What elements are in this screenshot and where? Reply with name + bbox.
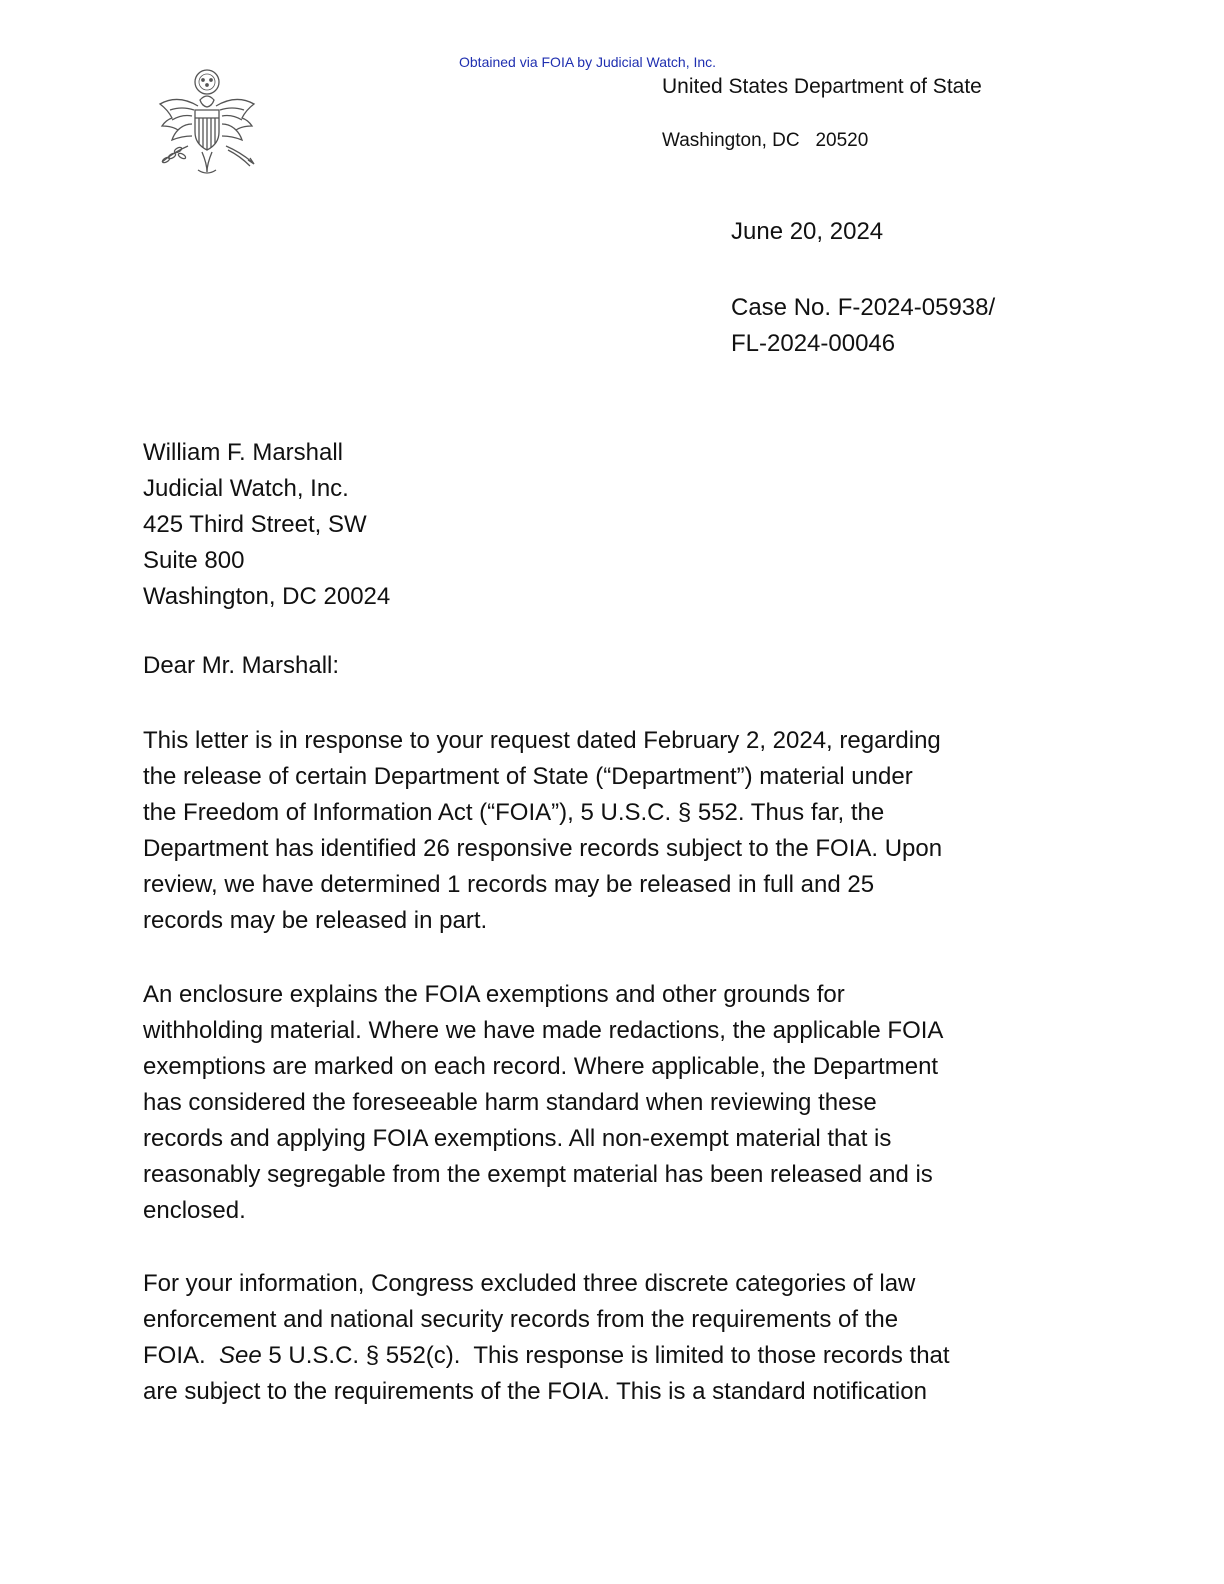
citation-signal: See [219, 1342, 262, 1369]
recipient-suite: Suite 800 [143, 547, 245, 574]
paragraph-line: This letter is in response to your request dated February 2, 2024, regarding [143, 727, 941, 754]
paragraph-line: the release of certain Department of State (“Department”) material under [143, 763, 913, 790]
department-seal-icon [148, 66, 266, 178]
foia-watermark: Obtained via FOIA by Judicial Watch, Inc. [459, 54, 717, 70]
recipient-organization: Judicial Watch, Inc. [143, 475, 349, 502]
paragraph-line: enforcement and national security records from the requirements of the [143, 1306, 899, 1333]
paragraph-line: review, we have determined 1 records may be released in full and 25 [143, 871, 875, 898]
letter-date: June 20, 2024 [731, 218, 884, 245]
paragraph-line: has considered the foreseeable harm standard when reviewing these [143, 1089, 877, 1116]
letterhead-org-city: Washington, DC 20520 [662, 130, 869, 151]
paragraph-line: records and applying FOIA exemptions. All non-exempt material that is [143, 1125, 892, 1152]
paragraph-line: An enclosure explains the FOIA exemptions and other grounds for [143, 981, 845, 1008]
letterhead-org-name: United States Department of State [662, 75, 982, 98]
recipient-street: 425 Third Street, SW [143, 511, 367, 538]
paragraph-text: 5 U.S.C. § 552(c). This response is limited to those records that [261, 1342, 950, 1369]
paragraph-line: enclosed. [143, 1197, 246, 1224]
recipient-address [143, 435, 390, 615]
paragraph-line: records may be released in part. [143, 907, 488, 934]
paragraph-line: withholding material. Where we have made redactions, the applicable FOIA [143, 1017, 944, 1044]
salutation: Dear Mr. Marshall: [143, 652, 340, 679]
paragraph-line: the Freedom of Information Act (“FOIA”), 5 U.S.C. § 552. Thus far, the [143, 799, 885, 826]
paragraph-line: reasonably segregable from the exempt material has been released and is [143, 1161, 933, 1188]
paragraph-line-with-citation [143, 1341, 950, 1371]
paragraph-line: Department has identified 26 responsive records subject to the FOIA. Upon [143, 835, 943, 862]
paragraph-line: are subject to the requirements of the FOIA. This is a standard notification [143, 1378, 927, 1405]
recipient-city: Washington, DC 20024 [143, 583, 391, 610]
case-number [731, 290, 995, 362]
paragraph-text: FOIA. [143, 1342, 220, 1369]
paragraph-line: For your information, Congress excluded three discrete categories of law [143, 1270, 916, 1297]
case-number-line: FL-2024-00046 [731, 330, 896, 357]
paragraph-line: exemptions are marked on each record. Where applicable, the Department [143, 1053, 939, 1080]
case-number-line: Case No. F-2024-05938/ [731, 294, 996, 321]
recipient-name: William F. Marshall [143, 439, 344, 466]
